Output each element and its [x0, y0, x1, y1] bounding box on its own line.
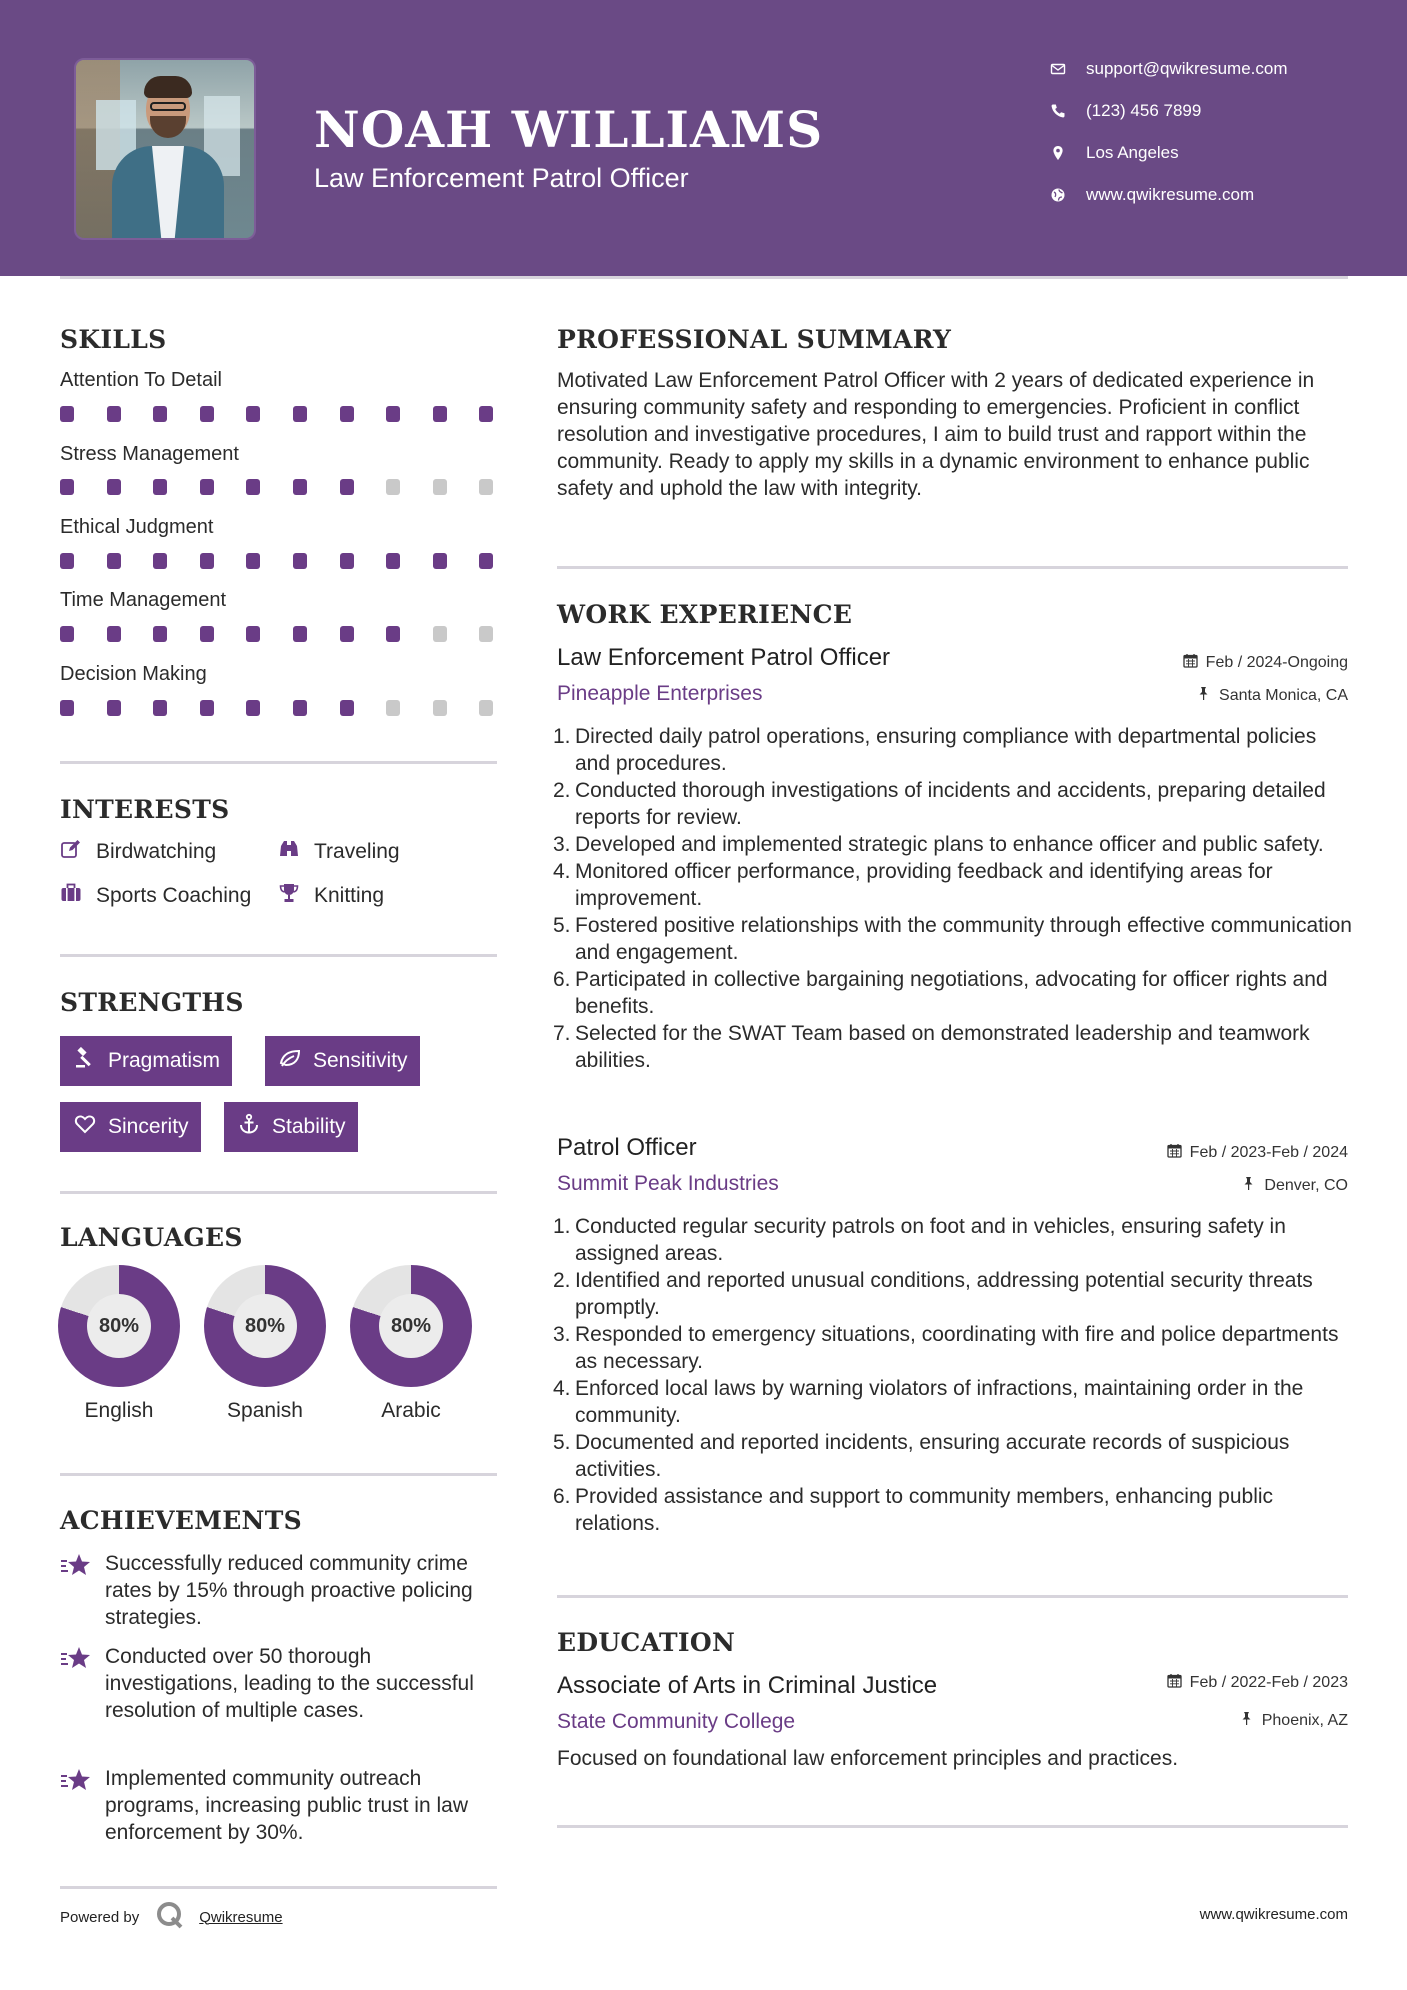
skill-dot-filled: [246, 479, 260, 495]
language-name: Spanish: [227, 1399, 303, 1422]
skill-dot-filled: [246, 700, 260, 716]
skill-rating: [60, 626, 526, 642]
section-divider: [557, 1595, 1348, 1598]
profile-photo: [74, 58, 256, 240]
calendar-icon: [1167, 1673, 1190, 1693]
skill-dot-filled: [246, 626, 260, 642]
strength-tag: [60, 1102, 201, 1152]
skill-dot-filled: [153, 553, 167, 569]
skill-dot-filled: [340, 700, 354, 716]
skill-dot-filled: [433, 406, 447, 422]
company-name: Pineapple Enterprises: [557, 682, 763, 705]
language-name: Arabic: [381, 1399, 441, 1422]
list-item: 6. Provided assistance and support to community members, enhancing public relations.: [553, 1485, 1274, 1535]
interest-item: [278, 882, 384, 910]
powered-by-label: Powered by: [60, 1908, 140, 1926]
job-bullets: [553, 723, 1353, 1074]
skill-dot-filled: [60, 626, 74, 642]
skill-dot-filled: [340, 553, 354, 569]
skill-dot-filled: [293, 479, 307, 495]
contact-email-text: support@qwikresume.com: [1086, 59, 1288, 78]
strength-tag: [60, 1036, 232, 1086]
skill-dot-empty: [479, 479, 493, 495]
job-location-text: Denver, CO: [1264, 1177, 1348, 1194]
skill-dot-filled: [153, 700, 167, 716]
skill-dot-filled: [200, 406, 214, 422]
list-item: 4. Enforced local laws by warning violators of infractions, maintaining order in the community.: [553, 1377, 1304, 1427]
list-item: 2. Identified and reported unusual conditions, addressing potential security threats promptly.: [553, 1269, 1313, 1319]
skill-dot-filled: [386, 406, 400, 422]
interest-item: [60, 882, 251, 910]
skill-dot-filled: [433, 553, 447, 569]
footer-powered-by: [60, 1900, 283, 1934]
skill-dot-filled: [293, 700, 307, 716]
degree-title: Associate of Arts in Criminal Justice: [557, 1672, 938, 1699]
skill-dot-filled: [246, 553, 260, 569]
language-ring: [204, 1265, 326, 1387]
skill-dot-filled: [107, 626, 121, 642]
language-ring: [350, 1265, 472, 1387]
job-title: Law Enforcement Patrol Officer: [557, 644, 891, 671]
job-bullets: [553, 1213, 1353, 1537]
envelope-icon: [1050, 61, 1086, 77]
achievement-text: Implemented community outreach programs, increasing public trust in law enforcement by 30%.: [105, 1767, 468, 1844]
skill-dot-empty: [433, 626, 447, 642]
interests-heading: INTERESTS: [60, 795, 230, 824]
skill-dot-filled: [107, 406, 121, 422]
section-divider: [60, 761, 497, 764]
skill-dot-filled: [340, 479, 354, 495]
skill-dot-filled: [153, 626, 167, 642]
skill-rating: [60, 553, 526, 569]
anchor-icon: [238, 1113, 272, 1141]
section-divider: [557, 566, 1348, 569]
interest-label: Traveling: [314, 840, 400, 863]
list-item: 5. Fostered positive relationships with the community through effective communication and engagement.: [553, 914, 1352, 964]
skill-dot-filled: [200, 553, 214, 569]
skill-dot-filled: [246, 406, 260, 422]
strength-label: Pragmatism: [108, 1049, 221, 1072]
contact-email[interactable]: [1050, 54, 1350, 84]
job-location: [1196, 686, 1348, 706]
skill-dot-filled: [479, 406, 493, 422]
achievement-text: Successfully reduced community crime rates by 15% through proactive policing strategies.: [105, 1552, 473, 1629]
list-item: 1. Directed daily patrol operations, ensuring compliance with departmental policies and procedures.: [553, 725, 1317, 775]
edit-icon: [60, 838, 96, 866]
skill-dot-filled: [386, 626, 400, 642]
summary-text: Motivated Law Enforcement Patrol Officer with 2 years of dedicated experience in ensuring community safety and responding to emergencies. Proficient in conflict resolution and investigative procedures, I aim to build trust and rapport within the community. Ready to apply my skills in a dynamic environment to enhance public safety and uphold the law with integrity.: [557, 369, 1315, 500]
achievement-item: [60, 1765, 500, 1846]
interest-label: Birdwatching: [96, 840, 217, 863]
contact-phone-text: (123) 456 7899: [1086, 101, 1202, 120]
skill-dot-filled: [340, 406, 354, 422]
education-description: Focused on foundational law enforcement principles and practices.: [557, 1747, 1179, 1770]
strength-tag: [265, 1036, 420, 1086]
language-item: [350, 1265, 472, 1423]
skill-dot-empty: [386, 479, 400, 495]
education-location: [1239, 1711, 1348, 1731]
skill-label: Time Management: [60, 589, 226, 611]
heart-icon: [74, 1113, 108, 1141]
contact-phone[interactable]: [1050, 96, 1350, 126]
job-dates: [1167, 1143, 1348, 1163]
skill-dot-filled: [60, 553, 74, 569]
skill-dot-filled: [153, 479, 167, 495]
education-location-text: Phoenix, AZ: [1261, 1712, 1348, 1729]
phone-icon: [1050, 103, 1086, 119]
skill-dot-filled: [107, 700, 121, 716]
skill-dot-empty: [433, 700, 447, 716]
skill-label: Ethical Judgment: [60, 516, 214, 538]
trophy-icon: [278, 882, 314, 910]
section-divider: [60, 954, 497, 957]
skills-heading: SKILLS: [60, 325, 167, 354]
school-name: State Community College: [557, 1710, 796, 1733]
achievement-item: [60, 1643, 500, 1724]
calendar-icon: [1167, 1143, 1190, 1163]
language-name: English: [84, 1399, 154, 1422]
list-item: 5. Documented and reported incidents, ensuring accurate records of suspicious activities.: [553, 1431, 1290, 1481]
list-item: 2. Conducted thorough investigations of incidents and accidents, preparing detailed reports for review.: [553, 779, 1326, 829]
list-item: 1. Conducted regular security patrols on foot and in vehicles, ensuring safety in assigned areas.: [553, 1215, 1286, 1265]
job-dates: [1183, 653, 1348, 673]
skill-dot-filled: [200, 479, 214, 495]
skill-dot-filled: [107, 553, 121, 569]
achievements-heading: ACHIEVEMENTS: [60, 1506, 302, 1535]
strength-label: Sincerity: [108, 1115, 189, 1138]
header-divider: [60, 276, 1348, 279]
skill-dot-filled: [107, 479, 121, 495]
section-divider: [60, 1191, 497, 1194]
language-percent: 80%: [233, 1294, 297, 1358]
skill-dot-filled: [200, 626, 214, 642]
star-icon: [60, 1643, 105, 1724]
education-dates: [1167, 1673, 1348, 1693]
company-name: Summit Peak Industries: [557, 1172, 779, 1195]
strengths-heading: STRENGTHS: [60, 988, 244, 1017]
skill-label: Stress Management: [60, 443, 239, 465]
binoculars-icon: [278, 838, 314, 866]
skill-dot-empty: [479, 700, 493, 716]
list-item: 4. Monitored officer performance, providing feedback and identifying areas for improvement.: [553, 860, 1273, 910]
language-percent: 80%: [379, 1294, 443, 1358]
contact-location-text: Los Angeles: [1086, 143, 1179, 162]
section-divider: [60, 1886, 497, 1889]
skill-dot-filled: [60, 479, 74, 495]
skill-dot-filled: [386, 553, 400, 569]
skill-dot-filled: [479, 553, 493, 569]
section-divider: [557, 1825, 1348, 1828]
list-item: 3. Responded to emergency situations, coordinating with fire and police departments as necessary.: [553, 1323, 1339, 1373]
contact-website-text: www.qwikresume.com: [1086, 185, 1255, 204]
skill-label: Decision Making: [60, 663, 207, 685]
language-percent: 80%: [87, 1294, 151, 1358]
contact-website[interactable]: [1050, 180, 1350, 210]
candidate-title: Law Enforcement Patrol Officer: [314, 163, 689, 193]
pin-icon: [1196, 686, 1219, 706]
interest-item: [60, 838, 216, 866]
skill-dot-filled: [60, 700, 74, 716]
list-item: 7. Selected for the SWAT Team based on demonstrated leadership and teamwork abilities.: [553, 1022, 1310, 1072]
strength-label: Stability: [272, 1115, 346, 1138]
skill-rating: [60, 479, 526, 495]
experience-heading: WORK EXPERIENCE: [557, 600, 853, 629]
globe-icon: [1050, 187, 1086, 203]
skill-dot-filled: [340, 626, 354, 642]
skill-dot-filled: [200, 700, 214, 716]
summary-heading: PROFESSIONAL SUMMARY: [557, 325, 952, 354]
achievement-text: Conducted over 50 thorough investigations, leading to the successful resolution of multiple cases.: [105, 1645, 474, 1722]
job-location-text: Santa Monica, CA: [1219, 687, 1348, 704]
calendar-icon: [1183, 653, 1206, 673]
location-pin-icon: [1050, 145, 1086, 161]
skill-label: Attention To Detail: [60, 369, 222, 391]
strength-label: Sensitivity: [313, 1049, 408, 1072]
job-location: [1241, 1176, 1348, 1196]
skill-dot-filled: [293, 626, 307, 642]
skill-rating: [60, 700, 526, 716]
skill-dot-filled: [293, 553, 307, 569]
skill-dot-filled: [293, 406, 307, 422]
language-item: [204, 1265, 326, 1423]
interest-item: [278, 838, 400, 866]
pin-icon: [1239, 1711, 1262, 1731]
briefcase-icon: [60, 882, 96, 910]
interest-label: Knitting: [314, 884, 385, 907]
skill-dot-filled: [60, 406, 74, 422]
qwikresume-link[interactable]: Qwikresume: [199, 1908, 283, 1926]
skill-dot-empty: [479, 626, 493, 642]
skill-dot-empty: [433, 479, 447, 495]
list-item: 3. Developed and implemented strategic plans to enhance officer and public safety.: [553, 833, 1324, 856]
pin-icon: [1241, 1176, 1264, 1196]
languages-heading: LANGUAGES: [60, 1223, 243, 1252]
education-dates-text: Feb / 2022-Feb / 2023: [1189, 1674, 1348, 1691]
star-icon: [60, 1765, 105, 1846]
job-title: Patrol Officer: [557, 1134, 697, 1161]
job-dates-text: Feb / 2024-Ongoing: [1205, 654, 1348, 671]
candidate-name: NOAH WILLIAMS: [314, 100, 824, 159]
skill-dot-filled: [153, 406, 167, 422]
section-divider: [60, 1473, 497, 1476]
language-item: [58, 1265, 180, 1423]
contact-location: [1050, 138, 1350, 168]
footer-website[interactable]: www.qwikresume.com: [1199, 1906, 1348, 1923]
gavel-icon: [74, 1047, 108, 1075]
leaf-icon: [279, 1047, 313, 1075]
achievement-item: [60, 1550, 500, 1631]
star-icon: [60, 1550, 105, 1631]
list-item: 6. Participated in collective bargaining negotiations, advocating for officer rights and benefits.: [553, 968, 1328, 1018]
strength-tag: [224, 1102, 358, 1152]
job-dates-text: Feb / 2023-Feb / 2024: [1189, 1144, 1348, 1161]
education-heading: EDUCATION: [557, 1628, 736, 1657]
interest-label: Sports Coaching: [96, 884, 252, 907]
skill-rating: [60, 406, 526, 422]
language-ring: [58, 1265, 180, 1387]
qwikresume-logo-icon: [139, 1900, 199, 1934]
skill-dot-empty: [386, 700, 400, 716]
